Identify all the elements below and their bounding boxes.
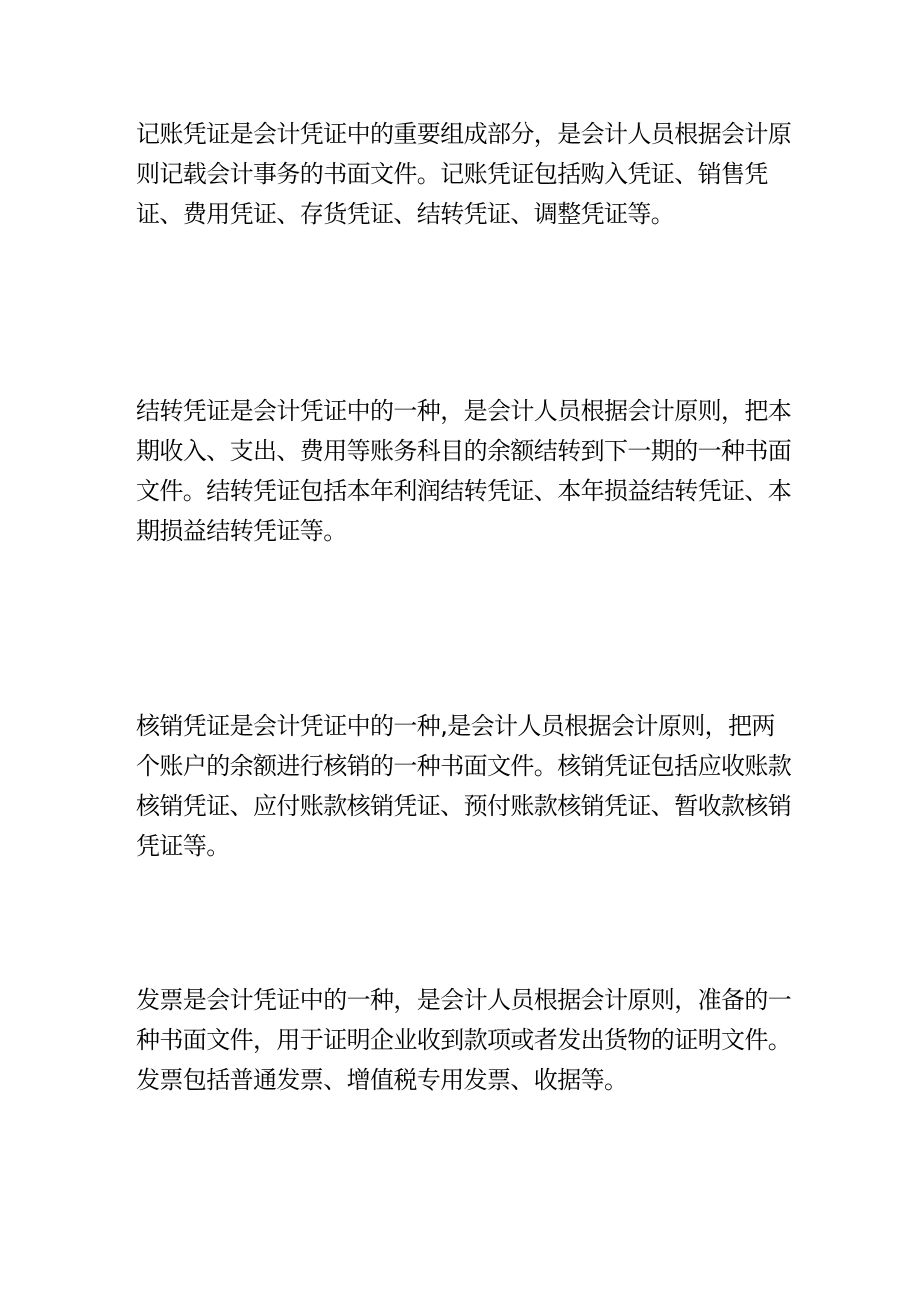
paragraph-voucher-writeoff: 核销凭证是会计凭证中的一种,是会计人员根据会计原则，把两个账户的余额进行核销的一种书面文件。核销凭证包括应收账款核销凭证、应付账款核销凭证、预付账款核销凭证、暂收款核销凭证等。 [136,712,792,860]
paragraph-voucher-bookkeeping: 记账凭证是会计凭证中的重要组成部分，是会计人员根据会计原则记载会计事务的书面文件。记账凭证包括购入凭证、销售凭证、费用凭证、存货凭证、结转凭证、调整凭证等。 [136,120,792,228]
paragraph-invoice: 发票是会计凭证中的一种，是会计人员根据会计原则，准备的一种书面文件，用于证明企业收到款项或者发出货物的证明文件。发票包括普通发票、增值税专用发票、收据等。 [136,986,792,1094]
paragraph-voucher-carryforward: 结转凭证是会计凭证中的一种，是会计人员根据会计原则，把本期收入、支出、费用等账务科目的余额结转到下一期的一种书面文件。结转凭证包括本年利润结转凭证、本年损益结转凭证、本期损益结转凭证等。 [136,397,792,545]
